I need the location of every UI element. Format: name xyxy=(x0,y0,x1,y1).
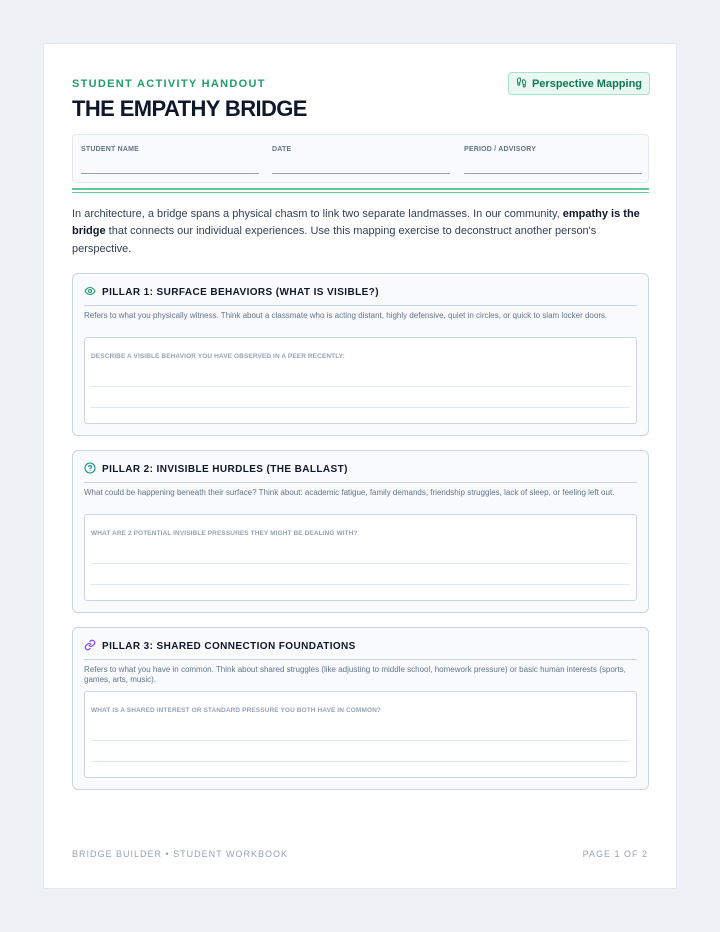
intro-emphasis: empathy is the bridge xyxy=(72,208,640,238)
pillar-description: What could be happening beneath their surface? Think about: academic fatigue, family demands, friendship struggles, lack of sleep, or feeling left out. xyxy=(84,488,615,497)
intro-paragraph: In architecture, a bridge spans a physical chasm to link two separate landmasses. In our community, empathy is the bridge that connects our individual experiences. Use this mapping exercise to deconstruct another person's perspective. xyxy=(72,208,640,255)
pillar-description: Refers to what you physically witness. Think about a classmate who is acting distant, highly defensive, quiet in circles, or quick to slam locker doors. xyxy=(84,311,608,320)
perspective-badge xyxy=(508,72,650,95)
divider-rule xyxy=(72,188,649,190)
pillar-3-answer-box[interactable] xyxy=(84,691,637,778)
field-label: PERIOD / ADVISORY xyxy=(464,146,537,153)
answer-line xyxy=(91,386,630,387)
pillar-divider xyxy=(84,482,637,483)
pillar-2-card xyxy=(72,450,649,613)
pillar-divider xyxy=(84,659,637,660)
footer-left: BRIDGE BUILDER • STUDENT WORKBOOK xyxy=(72,849,289,859)
eye-icon xyxy=(84,285,96,300)
date-field[interactable] xyxy=(272,135,450,184)
question-circle-icon xyxy=(84,462,96,477)
divider-rule xyxy=(72,192,649,193)
student-info-fields xyxy=(72,134,649,183)
period-field[interactable] xyxy=(464,135,642,184)
badge-label: Perspective Mapping xyxy=(531,77,643,90)
pillar-title: PILLAR 3: SHARED CONNECTION FOUNDATIONS xyxy=(84,639,356,653)
footprints-icon xyxy=(516,77,527,91)
pillar-divider xyxy=(84,305,637,306)
field-line xyxy=(81,173,259,174)
link-icon xyxy=(84,639,96,654)
answer-line xyxy=(91,584,630,585)
field-line xyxy=(464,173,642,174)
answer-prompt: DESCRIBE A VISIBLE BEHAVIOR YOU HAVE OBSERVED IN A PEER RECENTLY: xyxy=(91,353,345,360)
eyebrow-label: STUDENT ACTIVITY HANDOUT xyxy=(72,78,266,90)
pillar-title: PILLAR 2: INVISIBLE HURDLES (THE BALLAST) xyxy=(84,462,348,476)
page-title: THE EMPATHY BRIDGE xyxy=(72,96,307,121)
field-line xyxy=(272,173,450,174)
pillar-1-answer-box[interactable] xyxy=(84,337,637,424)
answer-line xyxy=(91,761,630,762)
footer-page-number: PAGE 1 OF 2 xyxy=(582,849,648,859)
field-label: DATE xyxy=(272,146,292,153)
pillar-2-answer-box[interactable] xyxy=(84,514,637,601)
student-name-field[interactable] xyxy=(81,135,259,184)
answer-prompt: WHAT ARE 2 POTENTIAL INVISIBLE PRESSURES THEY MIGHT BE DEALING WITH? xyxy=(91,530,358,537)
answer-line xyxy=(91,407,630,408)
field-label: STUDENT NAME xyxy=(81,146,140,153)
answer-prompt: WHAT IS A SHARED INTEREST OR STANDARD PRESSURE YOU BOTH HAVE IN COMMON? xyxy=(91,707,381,714)
pillar-1-card xyxy=(72,273,649,436)
answer-line xyxy=(91,740,630,741)
pillar-description: Refers to what you have in common. Think about shared struggles (like adjusting to middle school, homework pressure) or basic human interests (sports, games, arts, music). xyxy=(84,665,626,684)
pillar-3-card xyxy=(72,627,649,790)
pillar-title: PILLAR 1: SURFACE BEHAVIORS (WHAT IS VISIBLE?) xyxy=(84,285,379,299)
handout-page xyxy=(43,43,677,889)
answer-line xyxy=(91,563,630,564)
